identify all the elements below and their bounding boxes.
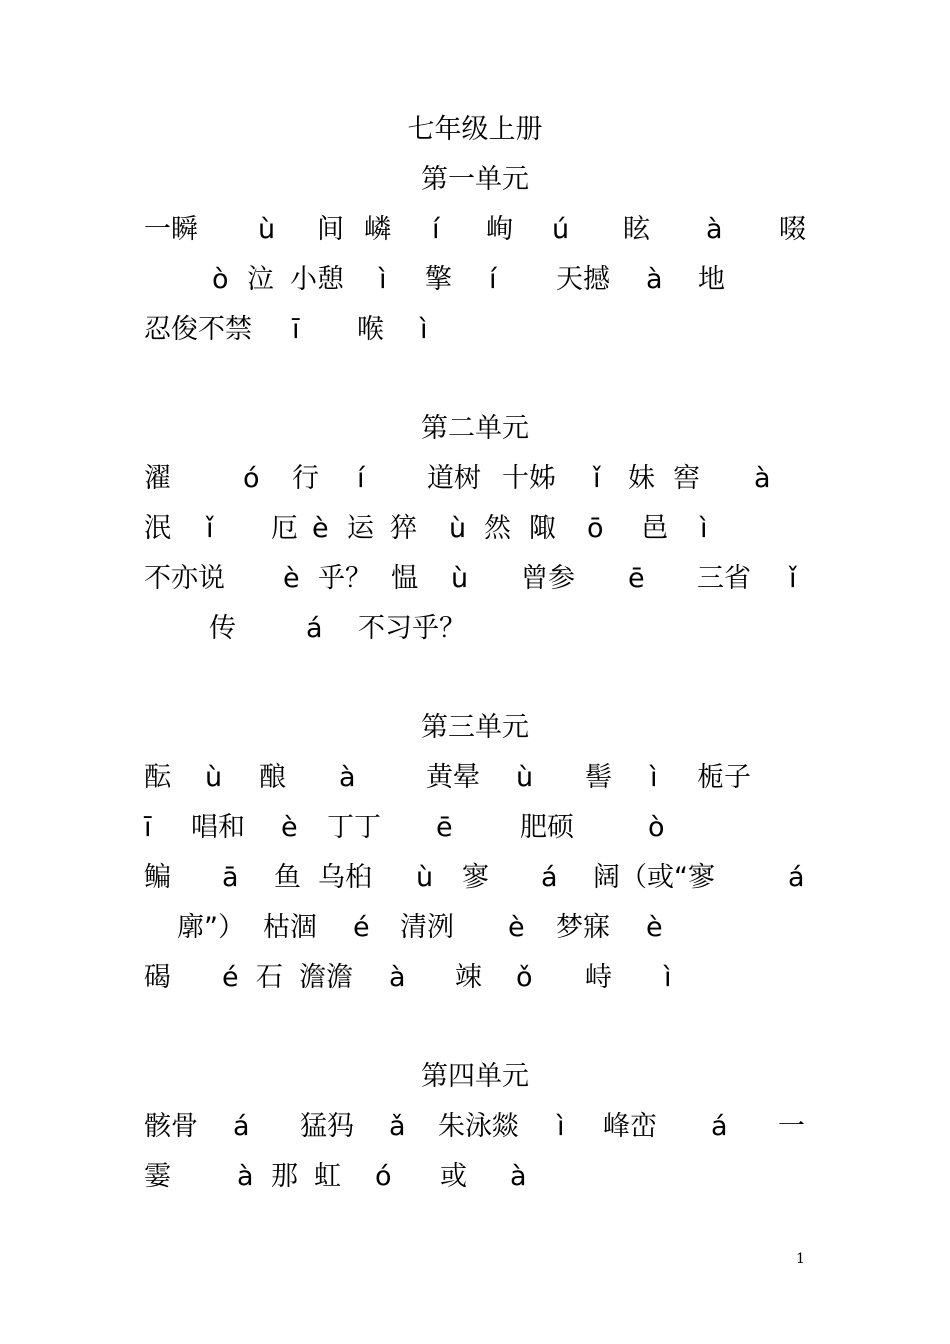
text-segment: 邑 xyxy=(641,513,668,544)
text-segment: 峋 xyxy=(486,214,513,245)
text-segment: 泯 xyxy=(144,513,171,544)
pinyin-segment: à xyxy=(389,962,406,993)
pinyin-segment: ì xyxy=(379,264,387,295)
pinyin-segment: ì xyxy=(700,513,708,544)
pinyin-segment: à xyxy=(646,264,663,295)
pinyin-segment: ē xyxy=(436,812,453,843)
unit-4-heading: 第四单元 xyxy=(421,1061,529,1092)
text-segment: 忍俊不禁 xyxy=(144,314,252,345)
text-segment: 妹 xyxy=(628,463,655,494)
pinyin-segment: é xyxy=(353,912,370,943)
pinyin-segment: è xyxy=(283,563,300,594)
text-segment: 梦寐 xyxy=(556,912,610,943)
pinyin-segment: ǐ xyxy=(593,463,601,494)
unit-3-line-4 xyxy=(0,911,950,945)
text-segment: 小憩 xyxy=(290,264,344,295)
pinyin-segment: ù xyxy=(449,513,467,544)
pinyin-segment: ē xyxy=(628,563,645,594)
text-segment: 不习乎？ xyxy=(358,613,466,644)
text-segment: 濯 xyxy=(144,463,171,494)
text-segment: 乎？ xyxy=(318,563,372,594)
text-segment: 道树 xyxy=(427,463,481,494)
unit-3-line-2 xyxy=(0,811,950,845)
text-segment: 栀子 xyxy=(697,762,751,793)
unit-1-line-1 xyxy=(0,213,950,247)
text-segment: 猝 xyxy=(390,513,417,544)
text-segment: 然 xyxy=(484,513,511,544)
pinyin-segment: ī xyxy=(292,314,300,345)
pinyin-segment: ì xyxy=(557,1111,565,1142)
unit-2-heading: 第二单元 xyxy=(421,413,529,444)
text-segment: 唱和 xyxy=(191,812,245,843)
text-segment: 髻 xyxy=(585,762,612,793)
pinyin-segment: ō xyxy=(587,513,604,544)
text-segment: 地 xyxy=(698,264,725,295)
text-segment: 廓”） xyxy=(177,912,245,943)
pinyin-segment: ǐ xyxy=(206,513,214,544)
pinyin-segment: á xyxy=(306,613,323,644)
unit-4-line-2 xyxy=(0,1160,950,1194)
text-segment: 黄晕 xyxy=(426,762,480,793)
pinyin-segment: í xyxy=(432,214,440,245)
pinyin-segment: ù xyxy=(516,762,534,793)
unit-1-line-3 xyxy=(0,313,950,347)
unit-3-line-1 xyxy=(0,761,950,795)
text-segment: 陬 xyxy=(529,513,556,544)
pinyin-segment: á xyxy=(711,1111,728,1142)
pinyin-segment: í xyxy=(357,463,365,494)
text-segment: 窖 xyxy=(673,463,700,494)
text-segment: 运 xyxy=(347,513,374,544)
unit-3-line-5 xyxy=(0,961,950,995)
text-segment: 肥硕 xyxy=(520,812,574,843)
pinyin-segment: à xyxy=(339,762,356,793)
pinyin-segment: ì xyxy=(664,962,672,993)
text-segment: 骸骨 xyxy=(144,1111,198,1142)
unit-3-line-3 xyxy=(0,861,950,895)
text-segment: 十姊 xyxy=(502,463,556,494)
unit-2-line-1 xyxy=(0,462,950,496)
page-number: 1 xyxy=(796,1251,805,1267)
text-segment: 嶙 xyxy=(364,214,391,245)
pinyin-segment: à xyxy=(510,1161,527,1192)
pinyin-segment: ò xyxy=(212,264,229,295)
pinyin-segment: è xyxy=(646,912,663,943)
pinyin-segment: ì xyxy=(650,762,658,793)
text-segment: 竦 xyxy=(455,962,482,993)
pinyin-segment: è xyxy=(281,812,298,843)
pinyin-segment: ǐ xyxy=(789,563,797,594)
pinyin-segment: ǒ xyxy=(516,962,533,993)
pinyin-segment: á xyxy=(788,862,805,893)
text-segment: 澹澹 xyxy=(299,962,353,993)
text-segment: 一 xyxy=(778,1111,805,1142)
text-segment: 清洌 xyxy=(400,912,454,943)
text-segment: 泣 xyxy=(247,264,274,295)
text-segment: 天撼 xyxy=(556,264,610,295)
unit-2-line-3 xyxy=(0,562,950,596)
text-segment: 曾参 xyxy=(521,563,575,594)
unit-1-heading: 第一单元 xyxy=(421,164,529,195)
pinyin-segment: à xyxy=(706,214,723,245)
pinyin-segment: ù xyxy=(205,762,223,793)
text-segment: 眩 xyxy=(623,214,650,245)
unit-2-line-4 xyxy=(0,612,950,646)
text-segment: 霎 xyxy=(144,1161,171,1192)
text-segment: 鱼 xyxy=(274,862,301,893)
text-segment: 石 xyxy=(256,962,283,993)
text-segment: 愠 xyxy=(391,563,418,594)
pinyin-segment: à xyxy=(754,463,771,494)
text-segment: 那 xyxy=(271,1161,298,1192)
unit-4-line-1 xyxy=(0,1110,950,1144)
pinyin-segment: á xyxy=(541,862,558,893)
pinyin-segment: ì xyxy=(420,314,428,345)
text-segment: 鳊 xyxy=(144,862,171,893)
unit-3-heading: 第三单元 xyxy=(421,712,529,743)
text-segment: 丁丁 xyxy=(327,812,381,843)
text-segment: 喉 xyxy=(357,314,384,345)
text-segment: 三省 xyxy=(697,563,751,594)
pinyin-segment: ǎ xyxy=(389,1111,406,1142)
text-segment: 虹 xyxy=(314,1161,341,1192)
text-segment: 峰峦 xyxy=(603,1111,657,1142)
pinyin-segment: è xyxy=(312,513,329,544)
pinyin-segment: é xyxy=(222,962,239,993)
text-segment: 乌桕 xyxy=(318,862,372,893)
text-segment: 峙 xyxy=(585,962,612,993)
pinyin-segment: è xyxy=(508,912,525,943)
text-segment: 啜 xyxy=(779,214,806,245)
pinyin-segment: á xyxy=(233,1111,250,1142)
text-segment: 厄 xyxy=(271,513,298,544)
text-segment: 酿 xyxy=(259,762,286,793)
text-segment: 传 xyxy=(209,613,236,644)
text-segment: 猛犸 xyxy=(300,1111,354,1142)
text-segment: 朱泳燚 xyxy=(438,1111,519,1142)
text-segment: 间 xyxy=(317,214,344,245)
pinyin-segment: ò xyxy=(648,812,665,843)
text-segment: 枯涸 xyxy=(263,912,317,943)
text-segment: 行 xyxy=(292,463,319,494)
text-segment: 碣 xyxy=(144,962,171,993)
pinyin-segment: ù xyxy=(451,563,469,594)
text-segment: 阔（或“寥 xyxy=(593,862,715,893)
text-segment: 一瞬 xyxy=(144,214,198,245)
pinyin-segment: ó xyxy=(243,463,260,494)
text-segment: 擎 xyxy=(425,264,452,295)
unit-1-line-2 xyxy=(0,263,950,297)
text-segment: 寥 xyxy=(462,862,489,893)
pinyin-segment: í xyxy=(489,264,497,295)
text-segment: 酝 xyxy=(144,762,171,793)
pinyin-segment: ā xyxy=(222,862,239,893)
text-segment: 不亦说 xyxy=(144,563,225,594)
pinyin-segment: ù xyxy=(416,862,434,893)
text-segment: 或 xyxy=(440,1161,467,1192)
pinyin-segment: ī xyxy=(144,812,152,843)
pinyin-segment: ú xyxy=(552,214,570,245)
document-title: 七年级上册 xyxy=(407,114,543,145)
pinyin-segment: à xyxy=(237,1161,254,1192)
unit-2-line-2 xyxy=(0,512,950,546)
pinyin-segment: ó xyxy=(375,1161,392,1192)
pinyin-segment: ù xyxy=(258,214,276,245)
